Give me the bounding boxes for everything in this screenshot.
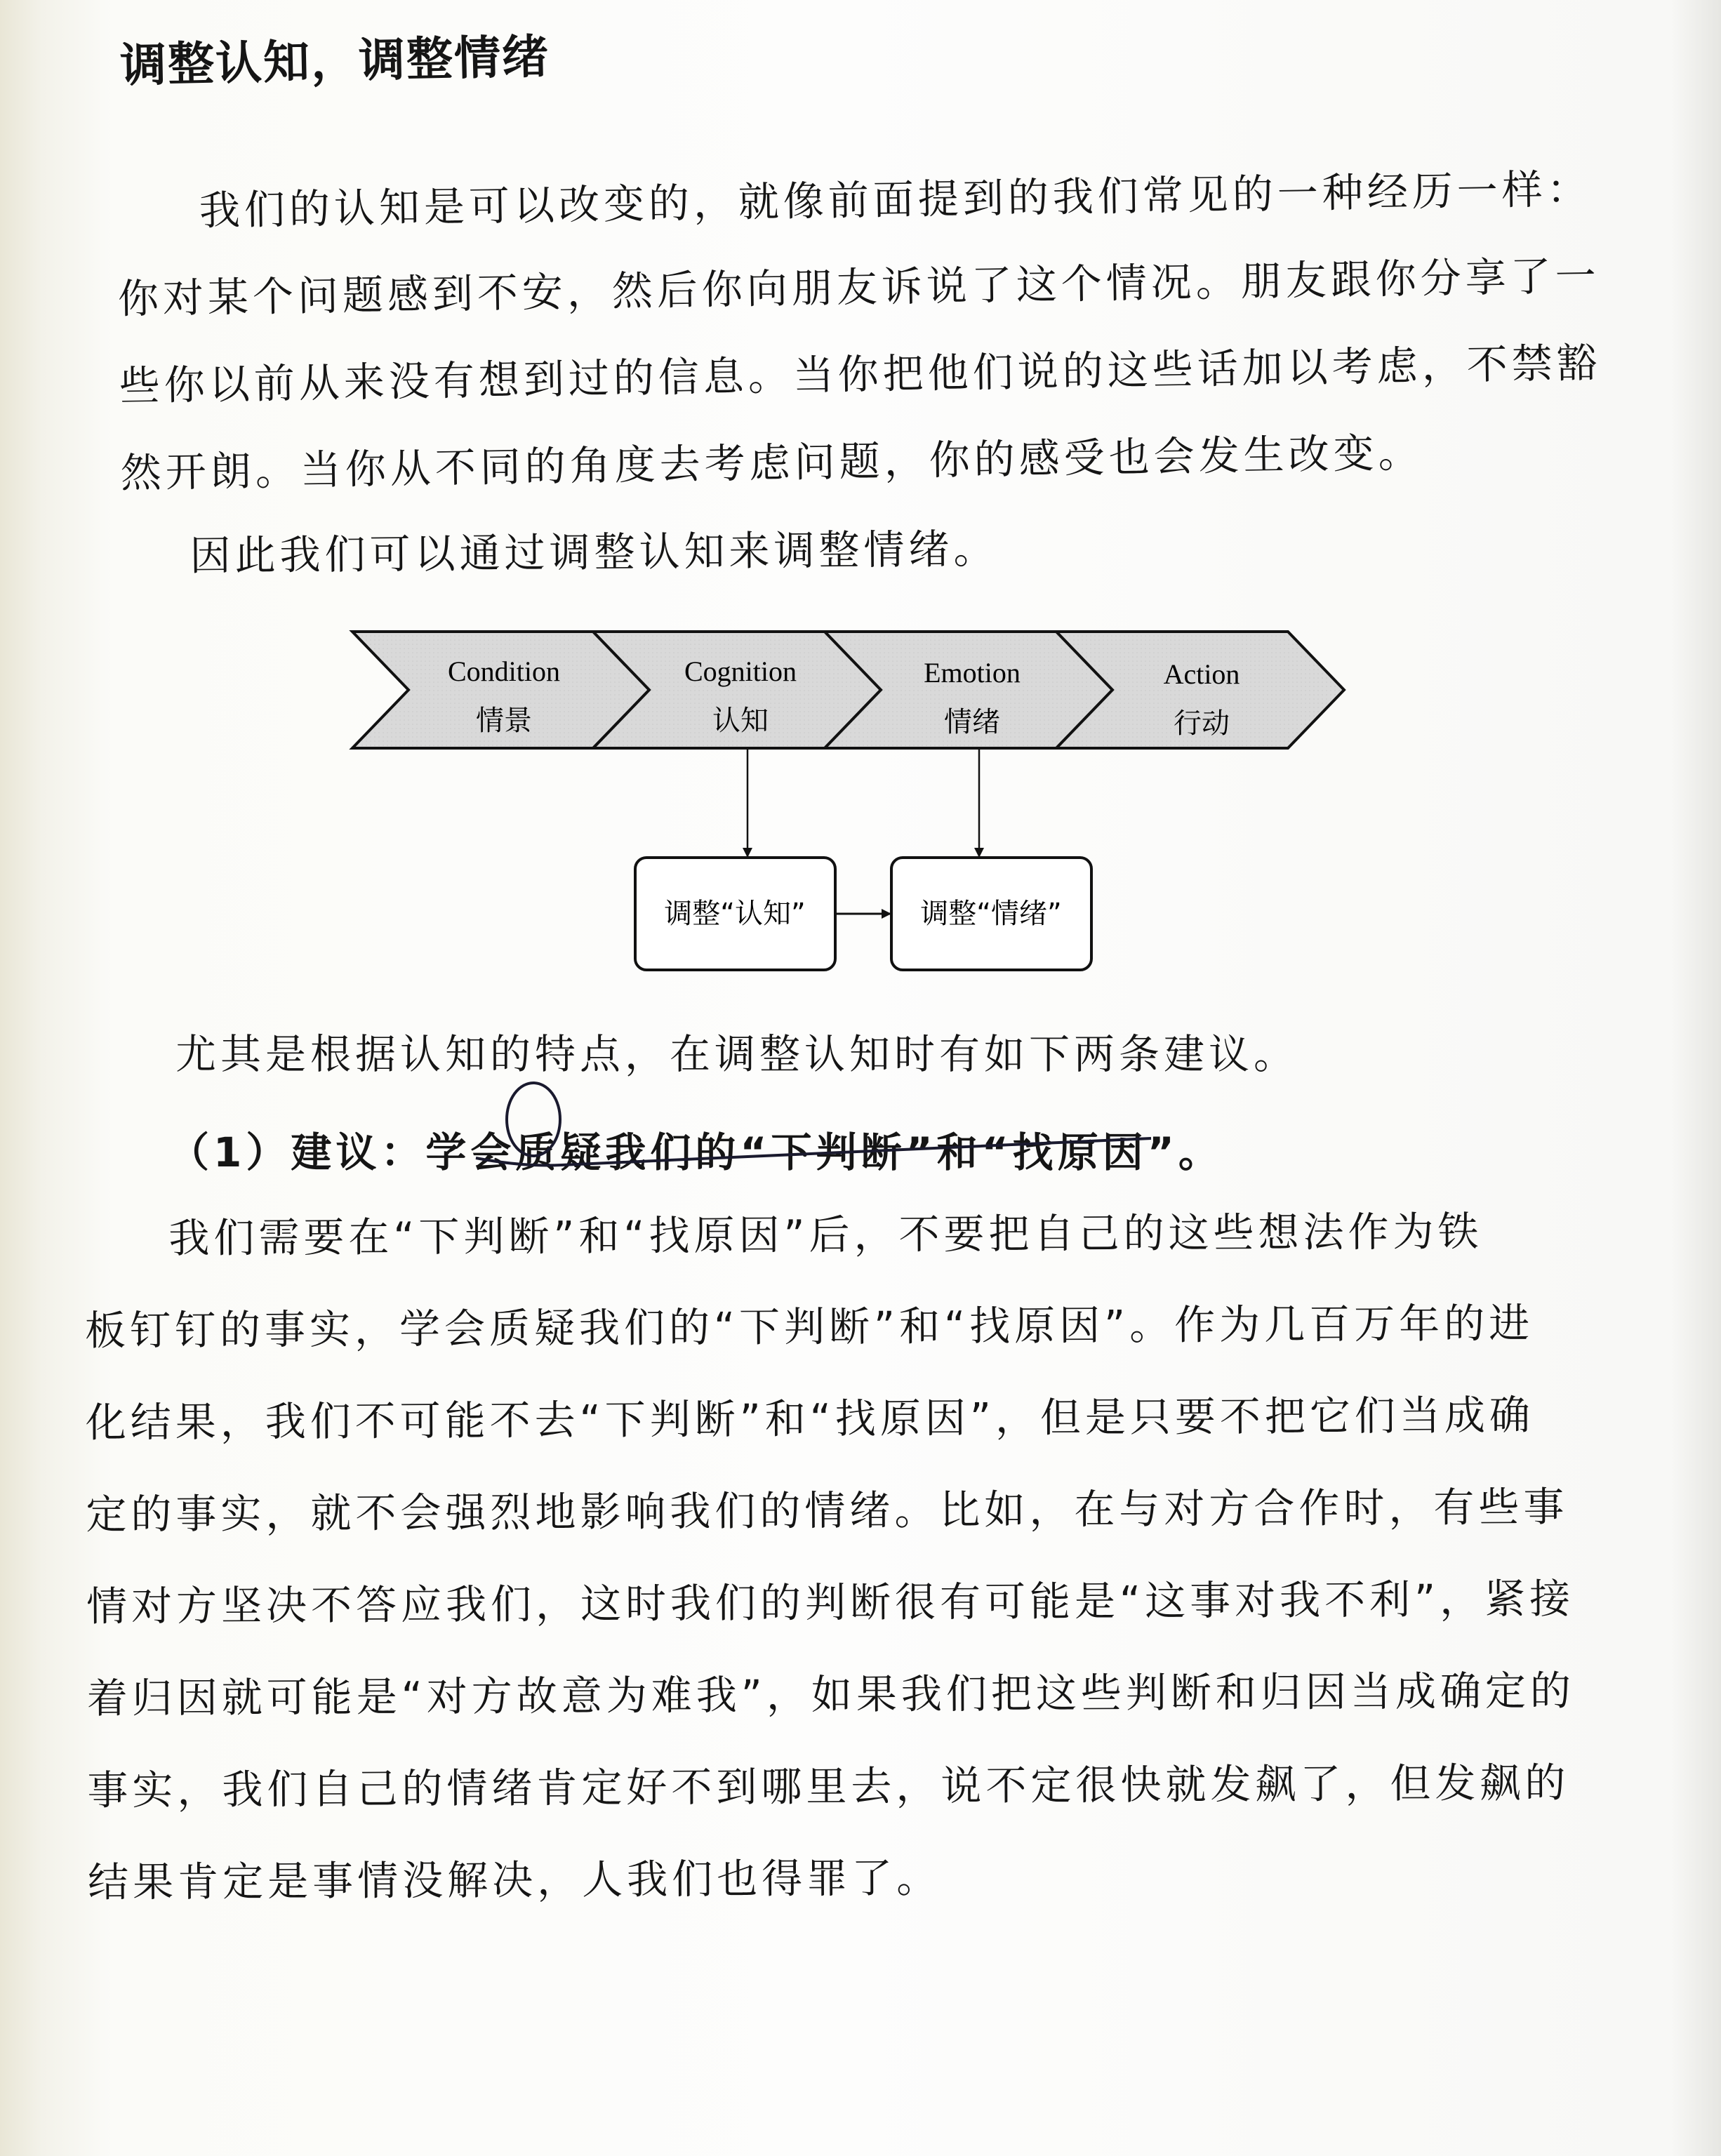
chevron-label-zh: 情景 <box>476 705 532 737</box>
chevron-label-en: Emotion <box>924 657 1021 688</box>
paragraph-2: 因此我们可以通过调整认知来调整情绪。 <box>190 524 999 580</box>
text-line: 着归因就可能是“对方故意为难我”，如果我们把这些判断和归因当成确定的 <box>86 1666 1576 1722</box>
text-line: 事实，我们自己的情绪肯定好不到哪里去，说不定很快就发飙了，但发飙的 <box>87 1758 1570 1814</box>
text-line: 我们的认知是可以改变的，就像前面提到的我们常见的一种经历一样： <box>199 164 1593 235</box>
text-line: 些你以前从来没有想到过的信息。当你把他们说的这些话加以考虑，不禁豁 <box>119 338 1602 410</box>
section-title: 调整认知，调整情绪 <box>119 29 550 93</box>
svg-text:调整“认知”: 调整“认知” <box>664 898 806 930</box>
text-line: 你对某个问题感到不安，然后你向朋友诉说了这个情况。朋友跟你分享了一 <box>117 251 1601 323</box>
pen-circle-icon <box>507 1083 560 1156</box>
suggestion-heading: （1）建议：学会质疑我们的“下判断”和“找原因”。 <box>168 1129 1223 1176</box>
text-line: 然开朗。当你从不同的角度去考虑问题，你的感受也会发生改变。 <box>120 428 1424 497</box>
paragraph-3: 尤其是根据认知的特点，在调整认知时有如下两条建议。 <box>175 1030 1299 1078</box>
svg-text:调整“情绪”: 调整“情绪” <box>920 898 1062 930</box>
chevron-label-en: Condition <box>447 656 561 687</box>
cognition-flow-diagram <box>344 618 1376 997</box>
text-line: 定的事实，就不会强烈地影响我们的情绪。比如，在与对方合作时，有些事 <box>86 1482 1569 1538</box>
box-adjust-cognition <box>635 858 835 970</box>
text-line: 我们需要在“下判断”和“找原因”后，不要把自己的这些想法作为铁 <box>168 1207 1483 1263</box>
chevron-label-en: Action <box>1163 658 1240 690</box>
text-line: 结果肯定是事情没解决，人我们也得罪了。 <box>87 1854 942 1906</box>
chevron-label-en: Cognition <box>684 656 797 687</box>
box-adjust-emotion <box>891 858 1091 970</box>
pen-annotation <box>421 1081 1235 1186</box>
text-line: 化结果，我们不可能不去“下判断”和“找原因”，但是只要不把它们当成确 <box>85 1391 1535 1446</box>
chevron-label-zh: 行动 <box>1174 707 1230 740</box>
pen-underline-icon <box>476 1138 1151 1166</box>
chevron-label-zh: 情绪 <box>944 706 1000 738</box>
paragraph-4 <box>84 1185 1576 1929</box>
chevron-label-zh: 认知 <box>712 705 769 737</box>
text-line: 板钉钉的事实，学会质疑我们的“下判断”和“找原因”。作为几百万年的进 <box>84 1299 1534 1355</box>
paragraph-1 <box>116 145 1604 517</box>
text-line: 情对方坚决不答应我们，这时我们的判断很有可能是“这事对我不利”，紧接 <box>86 1574 1575 1630</box>
